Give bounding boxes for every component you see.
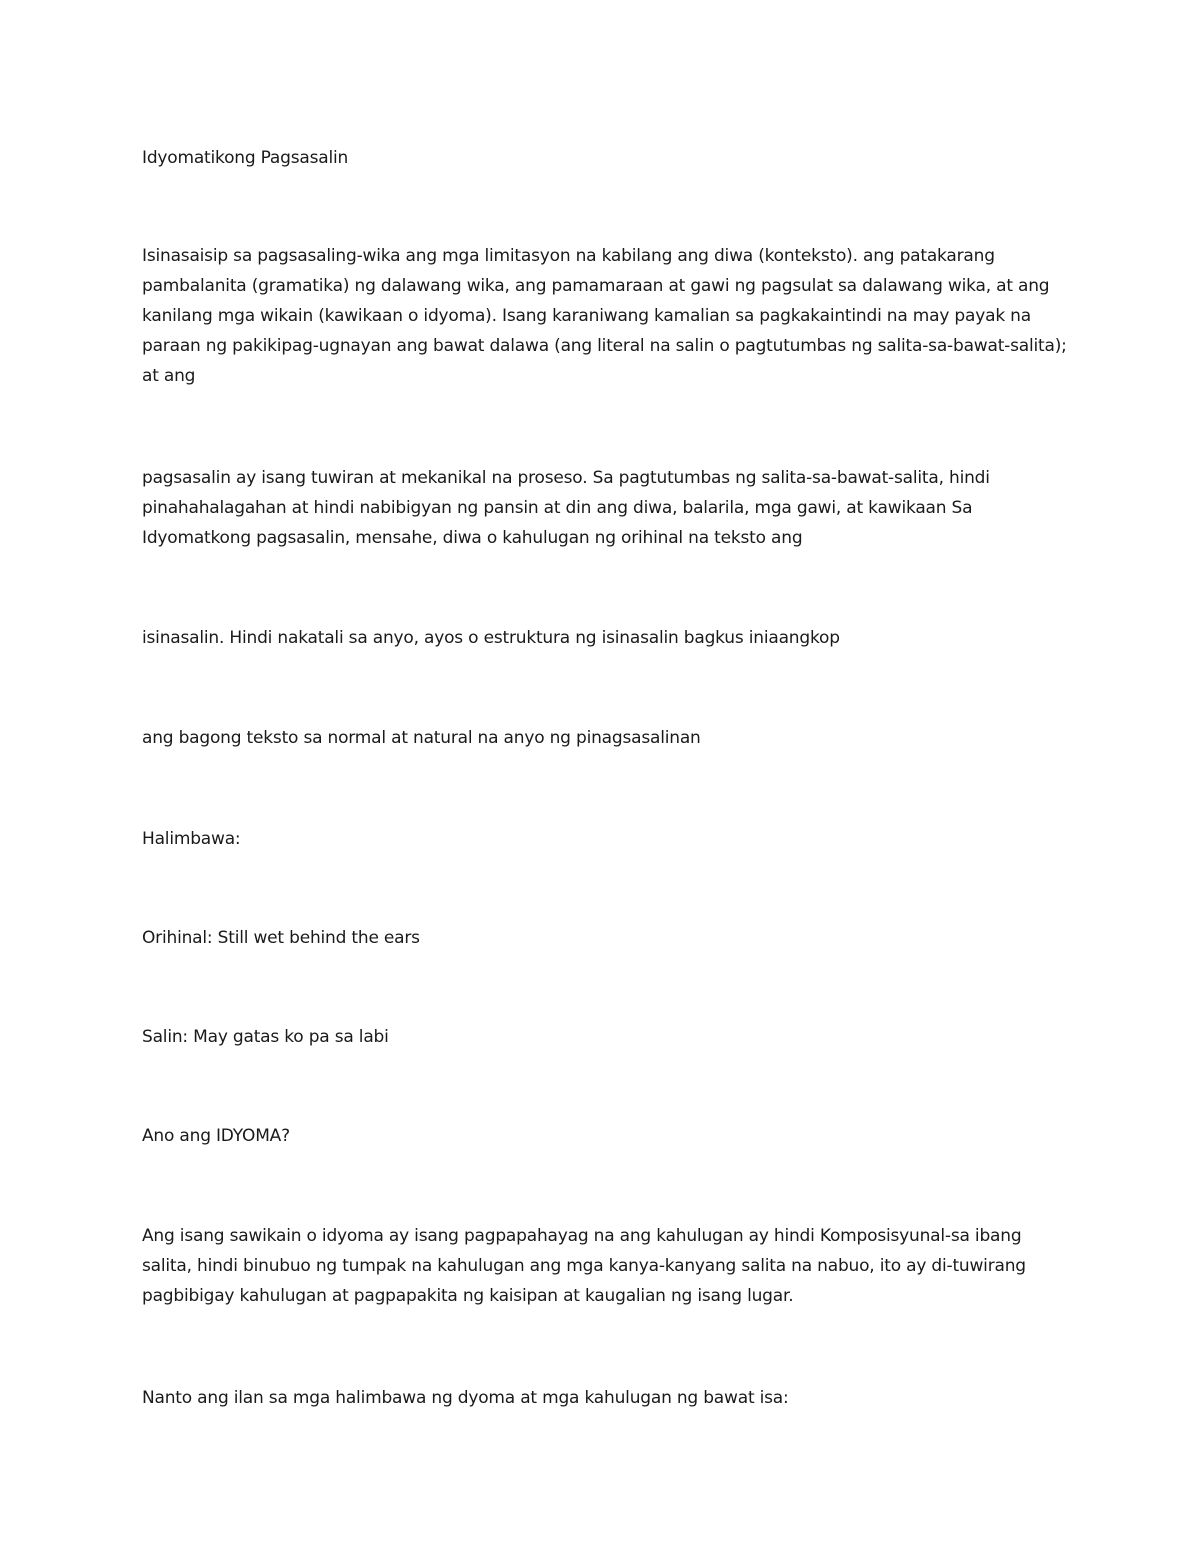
paragraph-tuwiran-na-proseso: pagsasalin ay isang tuwiran at mekanikal na proseso. Sa pagtutumbas ng salita-sa-bawat-salita, hindi pinahahalagahan at hindi nabibigyan ng pansin at din ang diwa, balarila, mga gawi, at kawikaan Sa Idyomatkong pagsasalin, mensahe, diwa o kahulugan ng orihinal na teksto ang: [142, 468, 990, 548]
document-title: Idyomatikong Pagsasalin: [142, 148, 349, 168]
paragraph-mga-halimbawa-intro: Nanto ang ilan sa mga halimbawa ng dyoma at mga kahulugan ng bawat isa:: [142, 1388, 789, 1408]
example-orihinal: Orihinal: Still wet behind the ears: [142, 928, 420, 948]
heading-halimbawa: Halimbawa:: [142, 829, 241, 849]
paragraph-isinasalin: isinasalin. Hindi nakatali sa anyo, ayos o estruktura ng isinasalin bagkus iniaangkop: [142, 628, 840, 648]
heading-ano-ang-idyoma: Ano ang IDYOMA?: [142, 1126, 290, 1146]
example-salin: Salin: May gatas ko pa sa labi: [142, 1027, 389, 1047]
paragraph-pagsasaling-wika: Isinasaisip sa pagsasaling-wika ang mga limitasyon na kabilang ang diwa (konteksto). ang patakarang pambalanita (gramatika) ng dalawang wika, ang pamamaraan at gawi ng pagsulat sa dalawang wika, at ang kanilang mga wikain (kawikaan o idyoma). Isang karaniwang kamalian sa pagkakaintindi na may payak na paraan ng pakikipag-ugnayan ang bawat dalawa (ang literal na salin o pagtutumbas ng salita-sa-bawat-salita); at ang: [142, 246, 1067, 386]
paragraph-idyoma-definition: Ang isang sawikain o idyoma ay isang pagpapahayag na ang kahulugan ay hindi Komposisyunal-sa ibang salita, hindi binubuo ng tumpak na kahulugan ang mga kanya-kanyang salita na nabuo, ito ay di-tuwirang pagbibigay kahulugan at pagpapakita ng kaisipan at kaugalian ng isang lugar.: [142, 1226, 1026, 1306]
paragraph-bagong-teksto: ang bagong teksto sa normal at natural na anyo ng pinagsasalinan: [142, 728, 701, 748]
